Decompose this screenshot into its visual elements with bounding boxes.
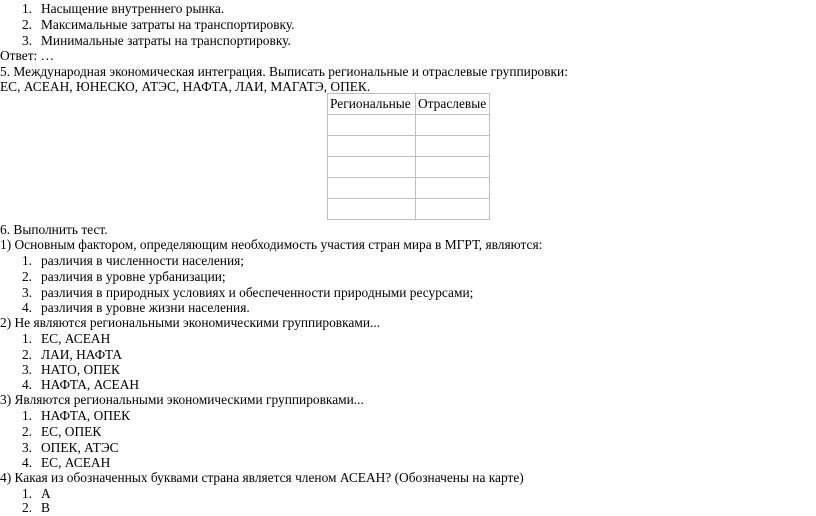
option-number: 4. <box>21 300 32 315</box>
question-3: 3) Являются региональными экономическими группировками... <box>0 392 364 407</box>
list-item: Минимальные затраты на транспортировку. <box>41 33 291 48</box>
option: НАФТА, ОПЕК <box>41 408 131 423</box>
table-cell[interactable] <box>328 136 416 157</box>
option: ЕС, АСЕАН <box>41 455 111 470</box>
option-number: 2. <box>21 347 32 362</box>
table-row <box>328 157 490 178</box>
option: различия в природных условиях и обеспеченности природными ресурсами; <box>41 285 474 300</box>
option: НАТО, ОПЕК <box>41 362 120 377</box>
table-cell[interactable] <box>328 199 416 220</box>
option-number: 4. <box>21 377 32 392</box>
option: различия в численности населения; <box>41 253 244 268</box>
section5-list: ЕС, АСЕАН, ЮНЕСКО, АТЭС, НАФТА, ЛАИ, МАГАТЭ, ОПЕК. <box>0 79 371 94</box>
option: ОПЕК, АТЭС <box>41 440 119 455</box>
table-row <box>328 115 490 136</box>
table-cell[interactable] <box>328 115 416 136</box>
option: В <box>41 500 50 515</box>
option-number: 2. <box>21 269 32 284</box>
list-item-number: 3. <box>21 33 32 48</box>
option: различия в уровне жизни населения. <box>41 300 250 315</box>
question-4: 4) Какая из обозначенных буквами страна является членом АСЕАН? (Обозначены на карте) <box>0 470 524 485</box>
list-item: Максимальные затраты на транспортировку. <box>41 17 295 32</box>
table-cell[interactable] <box>416 157 490 178</box>
answer-line: Ответ: … <box>0 48 55 63</box>
list-item: Насыщение внутреннего рынка. <box>41 1 225 16</box>
question-1: 1) Основным фактором, определяющим необходимость участия стран мира в МГРТ, являются: <box>0 237 543 252</box>
option: ЕС, ОПЕК <box>41 424 102 439</box>
option: ЕС, АСЕАН <box>41 331 111 346</box>
table-header-row <box>328 94 490 115</box>
section5-heading: 5. Международная экономическая интеграция. Выписать региональные и отраслевые группировки: <box>0 64 568 79</box>
option-number: 3. <box>21 362 32 377</box>
table-cell[interactable] <box>416 136 490 157</box>
option-number: 2. <box>21 424 32 439</box>
option: различия в уровне урбанизации; <box>41 269 226 284</box>
option-number: 1. <box>21 408 32 423</box>
option-number: 1. <box>21 331 32 346</box>
option-number: 4. <box>21 455 32 470</box>
option-number: 3. <box>21 440 32 455</box>
table-cell[interactable] <box>328 178 416 199</box>
header-regional: Региональные <box>328 94 416 115</box>
question-2: 2) Не являются региональными экономическими группировками... <box>0 315 381 330</box>
table-row <box>328 178 490 199</box>
table-row <box>328 136 490 157</box>
list-item-number: 2. <box>21 17 32 32</box>
option: НАФТА, АСЕАН <box>41 377 140 392</box>
table-cell[interactable] <box>416 115 490 136</box>
option-number: 2. <box>21 500 32 515</box>
table-cell[interactable] <box>416 199 490 220</box>
table-row <box>328 199 490 220</box>
option: ЛАИ, НАФТА <box>41 347 123 362</box>
table-cell[interactable] <box>416 178 490 199</box>
section6-heading: 6. Выполнить тест. <box>0 222 108 237</box>
option-number: 1. <box>21 253 32 268</box>
option-number: 3. <box>21 285 32 300</box>
list-item-number: 1. <box>21 1 32 16</box>
table-cell[interactable] <box>328 157 416 178</box>
header-sectoral: Отраслевые <box>416 94 490 115</box>
groupings-table <box>327 93 490 220</box>
option-number: 1. <box>21 486 32 501</box>
option: А <box>41 486 51 501</box>
